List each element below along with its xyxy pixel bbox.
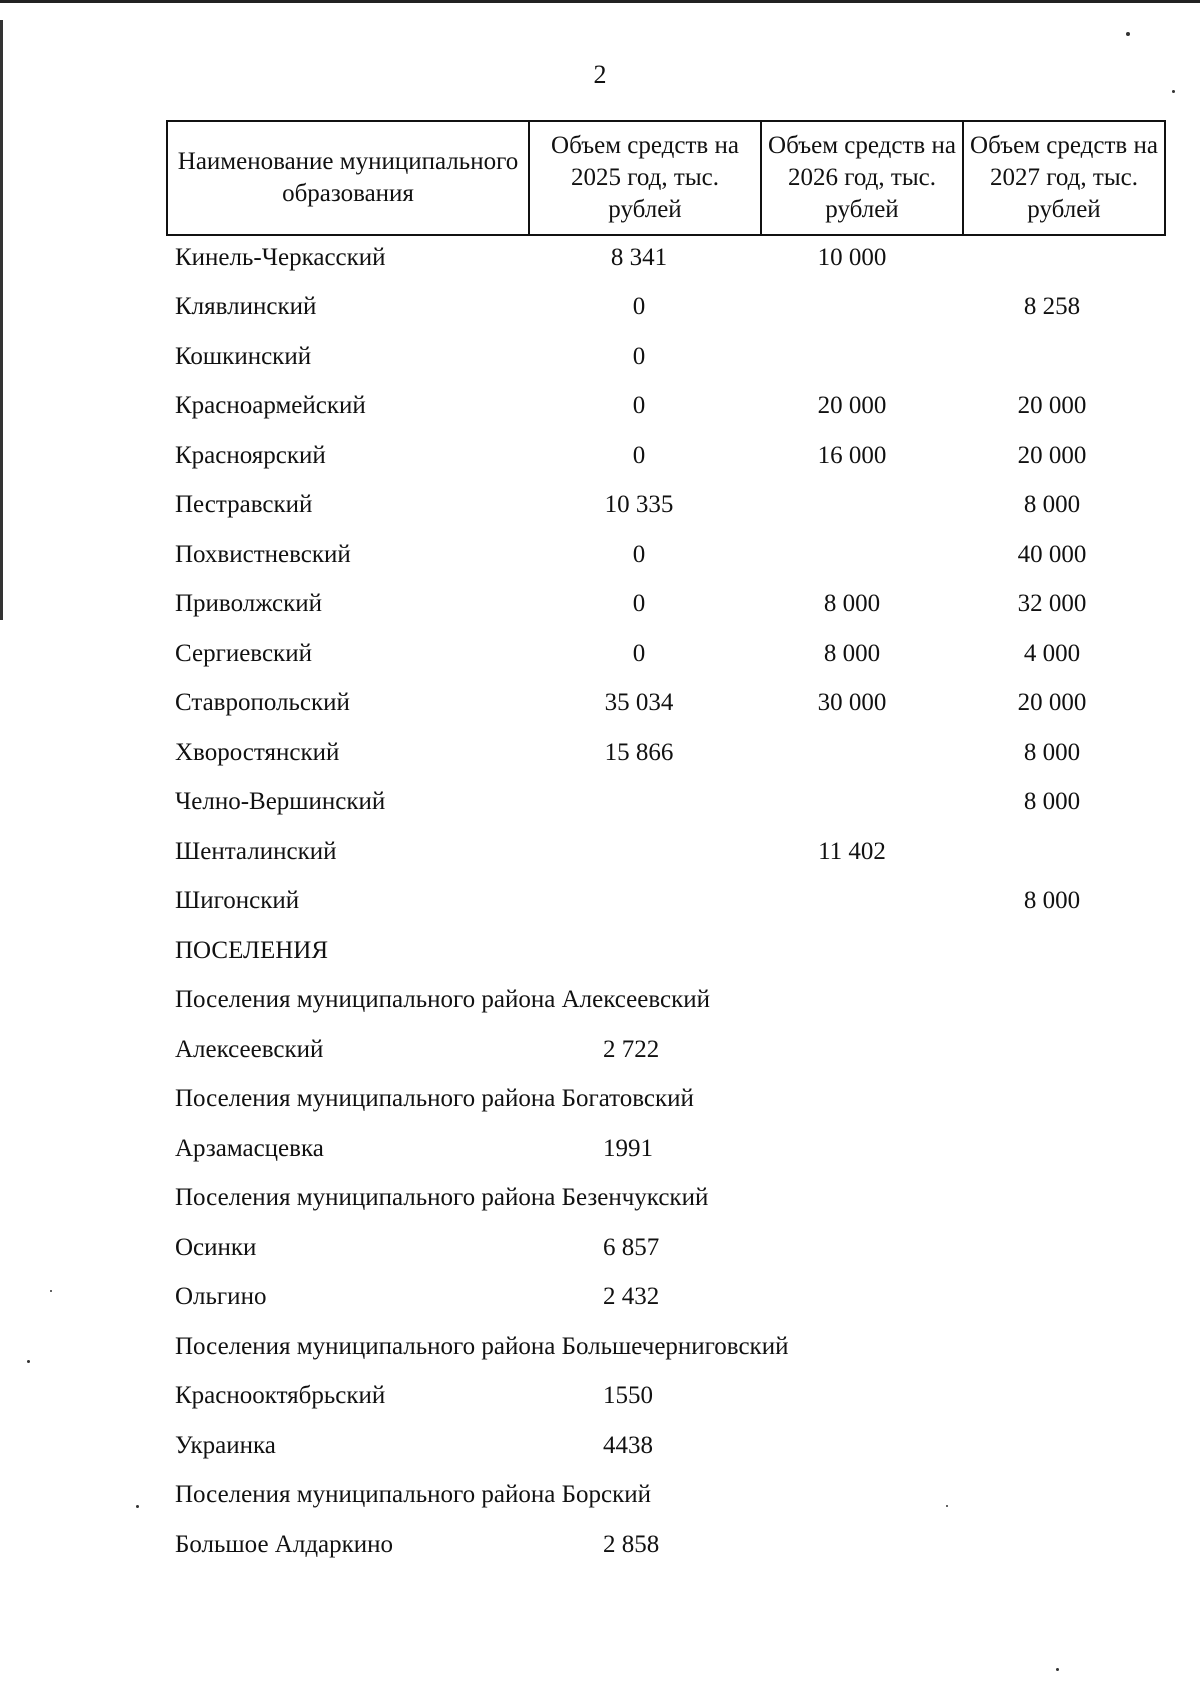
value-2027: 8 000 — [1023, 887, 1081, 914]
value-2025: 0 — [632, 640, 646, 667]
scan-speck — [946, 1505, 948, 1507]
value-2027: 40 000 — [1017, 541, 1087, 568]
header-2026: Объем средств на 2026 год, тыс. рублей — [761, 121, 963, 235]
district-name: Челно-Вершинский — [175, 788, 386, 815]
settlement-name: Большое Алдаркино — [175, 1531, 394, 1558]
value-2025: 4438 — [603, 1432, 653, 1459]
section-heading: ПОСЕЛЕНИЯ — [175, 937, 329, 964]
group-heading: Поселения муниципального района Большечерниговский — [175, 1333, 789, 1360]
table-row — [0, 1531, 1200, 1571]
settlement-name: Краснооктябрьский — [175, 1382, 386, 1409]
value-2025: 0 — [632, 293, 646, 320]
district-name: Похвистневский — [175, 541, 351, 568]
scan-speck — [1172, 90, 1175, 93]
scan-speck — [136, 1505, 139, 1508]
settlement-name: Осинки — [175, 1234, 257, 1261]
district-name: Шигонский — [175, 887, 300, 914]
table-header — [166, 120, 1166, 236]
value-2026: 8 000 — [823, 640, 881, 667]
header-municipality: Наименование муниципального образования — [167, 121, 529, 235]
table-row — [0, 689, 1200, 729]
table-row — [0, 1382, 1200, 1422]
value-2027: 32 000 — [1017, 590, 1087, 617]
value-2025: 6 857 — [603, 1234, 660, 1261]
value-2026: 11 402 — [818, 838, 886, 865]
value-2025: 0 — [632, 590, 646, 617]
district-name: Ставропольский — [175, 689, 350, 716]
table-row — [0, 887, 1200, 927]
value-2025: 1991 — [603, 1135, 653, 1162]
district-name: Красноармейский — [175, 392, 366, 419]
value-2027: 4 000 — [1023, 640, 1081, 667]
value-2026: 20 000 — [817, 392, 887, 419]
settlement-name: Украинка — [175, 1432, 276, 1459]
table-row — [0, 491, 1200, 531]
table-row — [0, 1432, 1200, 1472]
value-2027: 20 000 — [1017, 689, 1087, 716]
district-name: Клявлинский — [175, 293, 317, 320]
table-row — [0, 541, 1200, 581]
value-2025: 0 — [632, 343, 646, 370]
group-heading: Поселения муниципального района Борский — [175, 1481, 651, 1508]
value-2025: 2 858 — [603, 1531, 660, 1558]
table-row — [0, 590, 1200, 630]
scan-border-top — [0, 0, 1200, 3]
group-heading-row — [0, 1184, 1200, 1224]
table-row — [0, 343, 1200, 383]
district-name: Хворостянский — [175, 739, 340, 766]
table-row — [0, 739, 1200, 779]
value-2027: 8 258 — [1023, 293, 1081, 320]
value-2027: 8 000 — [1023, 491, 1081, 518]
table-row — [0, 1135, 1200, 1175]
value-2027: 8 000 — [1023, 739, 1081, 766]
district-name: Красноярский — [175, 442, 326, 469]
value-2026: 8 000 — [823, 590, 881, 617]
table-row — [0, 788, 1200, 828]
value-2025: 10 335 — [604, 491, 674, 518]
district-name: Приволжский — [175, 590, 323, 617]
group-heading: Поселения муниципального района Безенчукский — [175, 1184, 709, 1211]
district-name: Кинель-Черкасский — [175, 244, 386, 271]
value-2025: 2 722 — [603, 1036, 660, 1063]
value-2027: 20 000 — [1017, 442, 1087, 469]
scan-speck — [50, 1290, 52, 1292]
settlement-name: Арзамасцевка — [175, 1135, 324, 1162]
group-heading: Поселения муниципального района Богатовский — [175, 1085, 694, 1112]
table-row — [0, 392, 1200, 432]
value-2025: 8 341 — [610, 244, 668, 271]
scan-speck — [1126, 32, 1130, 36]
table-row — [0, 244, 1200, 284]
value-2025: 0 — [632, 541, 646, 568]
district-name: Пестравский — [175, 491, 313, 518]
value-2025: 1550 — [603, 1382, 653, 1409]
district-name: Шенталинский — [175, 838, 337, 865]
value-2026: 16 000 — [817, 442, 887, 469]
district-name: Кошкинский — [175, 343, 312, 370]
group-heading-row — [0, 1481, 1200, 1521]
table-row — [0, 293, 1200, 333]
value-2027: 8 000 — [1023, 788, 1081, 815]
page-number: 2 — [593, 60, 607, 89]
settlement-name: Ольгино — [175, 1283, 267, 1310]
group-heading: Поселения муниципального района Алексеевский — [175, 986, 711, 1013]
header-2027: Объем средств на 2027 год, тыс. рублей — [963, 121, 1165, 235]
value-2027: 20 000 — [1017, 392, 1087, 419]
header-2025: Объем средств на 2025 год, тыс. рублей — [529, 121, 761, 235]
value-2026: 30 000 — [817, 689, 887, 716]
section-heading-row — [0, 937, 1200, 977]
group-heading-row — [0, 1333, 1200, 1373]
scan-speck — [27, 1360, 30, 1363]
table-row — [0, 442, 1200, 482]
table-row — [0, 1283, 1200, 1323]
group-heading-row — [0, 986, 1200, 1026]
district-name: Сергиевский — [175, 640, 312, 667]
value-2025: 0 — [632, 442, 646, 469]
group-heading-row — [0, 1085, 1200, 1125]
value-2025: 15 866 — [604, 739, 674, 766]
value-2025: 35 034 — [604, 689, 674, 716]
table-row — [0, 1036, 1200, 1076]
table-row — [0, 1234, 1200, 1274]
settlement-name: Алексеевский — [175, 1036, 324, 1063]
value-2026: 10 000 — [817, 244, 887, 271]
value-2025: 0 — [632, 392, 646, 419]
table-row — [0, 838, 1200, 878]
scan-speck — [1056, 1668, 1059, 1671]
value-2025: 2 432 — [603, 1283, 660, 1310]
table-row — [0, 640, 1200, 680]
